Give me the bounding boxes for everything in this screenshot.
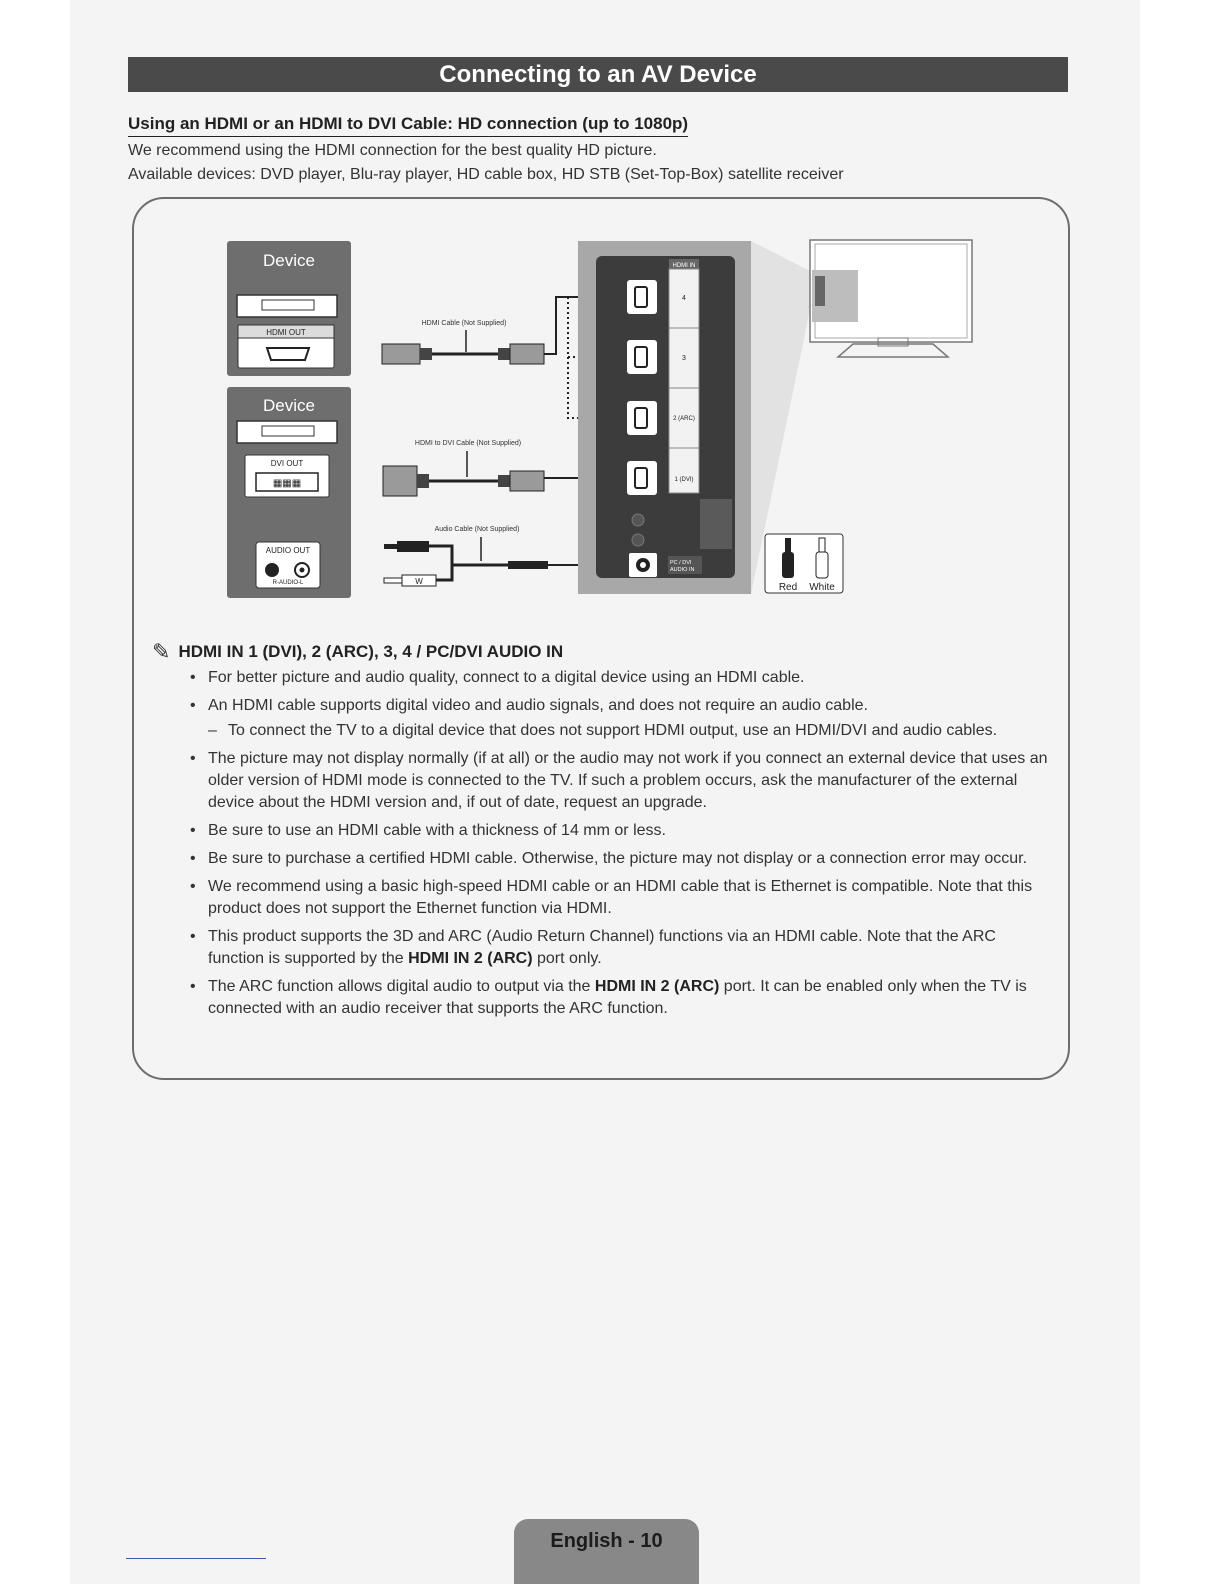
port-1-label: 1 (DVI) (674, 477, 694, 483)
rca-plug-legend (765, 534, 843, 593)
device-hdmi (227, 241, 351, 376)
notes-list (188, 667, 1050, 1026)
list-item: • An HDMI cable supports digital video and audio signals, and does not require an audio cable. (188, 695, 1050, 717)
device-label-2: Device (263, 396, 315, 415)
list-item: • Be sure to purchase a certified HDMI cable. Otherwise, the picture may not display or a connection error may occur. (188, 848, 1050, 870)
tv-rear-panel (578, 241, 751, 594)
b7-text-pre: This product supports the 3D and ARC (Audio Return Channel) functions via an HDMI cable. Note that the ARC function is supported by the (208, 928, 996, 967)
plug-red-label: Red (778, 582, 798, 593)
hdmi-in-label: HDMI IN (672, 263, 696, 269)
page-number-tab: English - 10 (514, 1519, 699, 1584)
audio-out-label: AUDIO OUT (265, 546, 311, 555)
hdmi-dvi-cable-label: HDMI to DVI Cable (Not Supplied) (414, 440, 522, 447)
intro-line-1: We recommend using the HDMI connection for the best quality HD picture. (128, 142, 657, 159)
pc-audio-label-1: PC / DVI (670, 560, 692, 566)
intro-line-2: Available devices: DVD player, Blu-ray player, HD cable box, HD STB (Set-Top-Box) satellite receiver (128, 166, 844, 183)
section-heading: Using an HDMI or an HDMI to DVI Cable: HD connection (up to 1080p) (128, 114, 688, 137)
list-item: • The picture may not display normally (if at all) or the audio may not work if you connect an external device that uses an older version of HDMI mode is connected to the TV. If such a problem occurs, ask the manufacturer of the external device about the HDMI version and, if out of date, request an upgrade. (188, 748, 1050, 814)
hdmi-out-label: HDMI OUT (266, 328, 306, 337)
list-item (188, 976, 1050, 1020)
connection-diagram (0, 0, 1224, 640)
b7-text-bold: HDMI IN 2 (ARC) (408, 950, 533, 967)
list-sub-item: – To connect the TV to a digital device that does not support HDMI output, use an HDMI/DVI and audio cables. (188, 720, 1050, 742)
list-item: • For better picture and audio quality, connect to a digital device using an HDMI cable. (188, 667, 1050, 689)
list-item (188, 926, 1050, 970)
b7-text-post: port only. (532, 950, 602, 967)
port-3-label: 3 (682, 355, 686, 362)
page-title: Connecting to an AV Device (128, 57, 1068, 92)
plug-white-label: White (809, 582, 835, 593)
list-item: • Be sure to use an HDMI cable with a thickness of 14 mm or less. (188, 820, 1050, 842)
r-audio-l-label: R-AUDIO-L (272, 580, 304, 586)
port-4-label: 4 (682, 295, 686, 302)
b8-text-bold: HDMI IN 2 (ARC) (594, 978, 720, 995)
pc-audio-label-2: AUDIO IN (670, 567, 695, 573)
footer-rule (126, 1558, 266, 1559)
dvi-out-label: DVI OUT (270, 459, 304, 468)
hdmi-cable-label: HDMI Cable (Not Supplied) (421, 320, 507, 327)
port-2-label: 2 (ARC) (673, 416, 695, 422)
notes-heading-text: HDMI IN 1 (DVI), 2 (ARC), 3, 4 / PC/DVI AUDIO IN (178, 642, 564, 661)
device-label-1: Device (263, 251, 315, 270)
device-dvi (227, 387, 351, 598)
b8-text-post: port. It can be enabled only when the TV is connected with an audio receiver that supports the ARC function. (208, 978, 1027, 1017)
pencil-icon: ✎ (152, 639, 171, 664)
list-item: • We recommend using a basic high-speed HDMI cable or an HDMI cable that is Ethernet is compatible. Note that this product does not support the Ethernet function via HDMI. (188, 876, 1050, 920)
svg-text:▦▦▦: ▦▦▦ (272, 478, 302, 489)
b8-text-pre: The ARC function allows digital audio to output via the (208, 978, 595, 995)
plug-w-label: W (415, 577, 423, 586)
audio-cable-label: Audio Cable (Not Supplied) (434, 526, 520, 533)
notes-heading (152, 639, 563, 665)
